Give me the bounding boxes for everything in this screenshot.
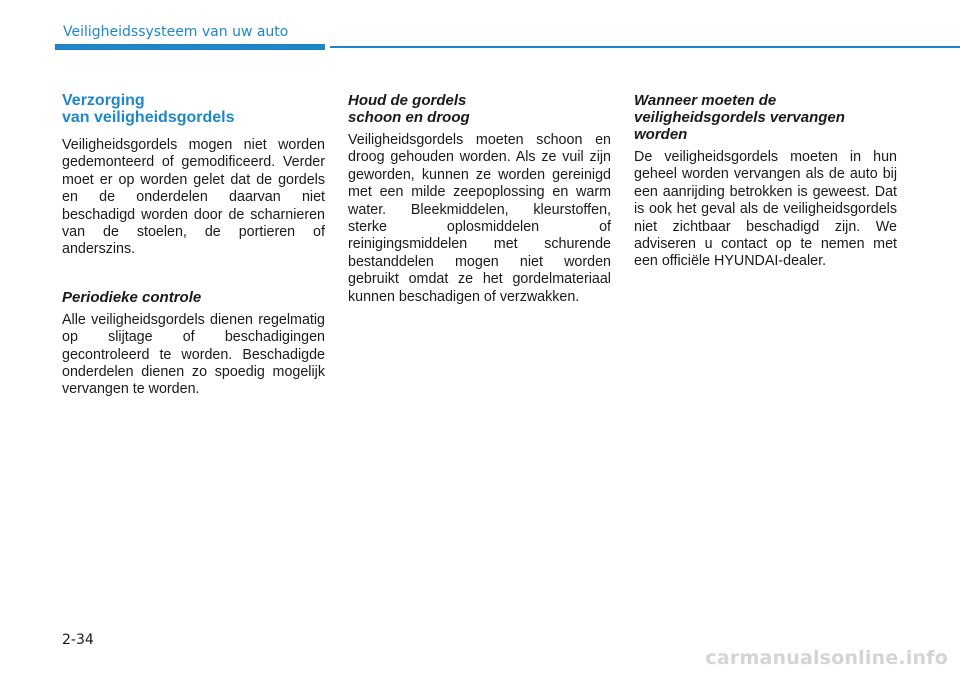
column-1 [62,92,325,399]
subsection-title-keep-clean [348,92,611,126]
replacement-title-line-3: worden [634,126,688,143]
section-title [62,92,325,126]
periodic-check-paragraph: Alle veiligheidsgordels dienen regelmatig op slijtage of beschadigingen gecontroleerd te worden. Beschadigde onderdelen dienen zo spoedig mogelijk vervangen te worden. [62,311,325,398]
replacement-paragraph: De veiligheidsgordels moeten in hun geheel worden vervangen als de auto bij een aanrijding betrokken is geweest. Dat is ook het geval als de veiligheidsgordels niet zichtbaar beschadigd zijn. We adviseren u contact op te nemen met een officiële HYUNDAI-dealer. [634,149,897,270]
keep-clean-paragraph: Veiligheidsgordels moeten schoon en droog gehouden worden. Als ze vuil zijn geworden, kunnen ze worden gereinigd met een milde zeepoplossing en warm water. Bleekmiddelen, kleurstoffen, sterke oplosmiddelen of reinigingsmiddelen met schurende bestanddelen mogen niet worden gebruikt omdat ze het gordelmateriaal kunnen beschadigen of verzwakken. [348,132,611,305]
keep-clean-title-line-1: Houd de gordels [348,92,467,109]
column-3 [634,92,897,271]
keep-clean-title-line-2: schoon en droog [348,109,470,126]
watermark: carmanualsonline.info [705,647,948,669]
column-2 [348,92,611,306]
intro-paragraph: Veiligheidsgordels mogen niet worden gedemonteerd of gemodificeerd. Verder moet er op worden gelet dat de gordels en de onderdelen daarvan niet beschadigd worden door de scharnieren van de stoelen, de portieren of anderszins. [62,137,325,258]
section-title-line-1: Verzorging [62,92,145,109]
page-number: 2-34 [62,632,94,648]
replacement-title-line-2: veiligheidsgordels vervangen [634,109,845,126]
header-accent-bar [55,44,325,50]
section-title-line-2: van veiligheidsgordels [62,109,235,126]
subsection-title-replacement [634,92,897,143]
subsection-title-periodic-check: Periodieke controle [62,288,202,306]
chapter-title: Veiligheidssysteem van uw auto [63,24,289,40]
header-rule [330,46,960,48]
replacement-title-line-1: Wanneer moeten de [634,92,777,109]
